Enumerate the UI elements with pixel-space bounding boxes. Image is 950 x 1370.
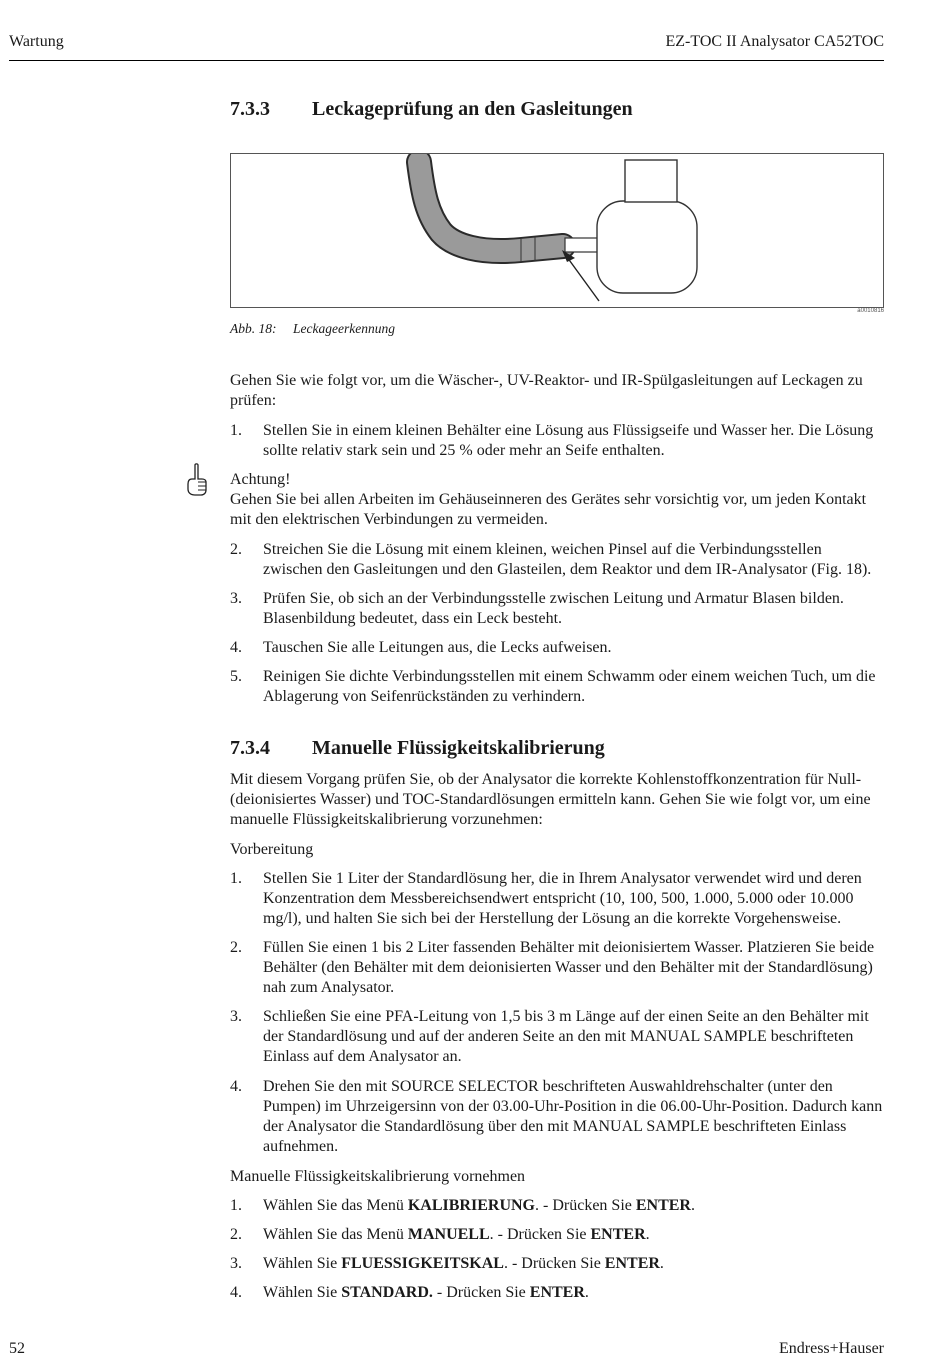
page-number: 52 <box>9 1340 25 1357</box>
list-item-text: Schließen Sie eine PFA-Leitung von 1,5 bis 3 m Länge auf der einen Seite an den Behälter mit der Standardlösung und auf der anderen Seite an den mit MANUAL SAMPLE beschrifteten Einlass auf dem Analysator an. <box>263 1008 869 1065</box>
list-item <box>230 1254 885 1274</box>
section-title: Manuelle Flüssigkeitskalibrierung <box>312 737 605 759</box>
list-item-number: 1. <box>230 1197 242 1214</box>
warning-title: Achtung! <box>230 471 291 488</box>
figure-reference-id: a0010816 <box>857 308 884 314</box>
key-name: ENTER <box>604 1255 660 1272</box>
list-item <box>230 1077 885 1157</box>
list-item <box>230 869 885 929</box>
list-item-number: 4. <box>230 639 242 656</box>
list-item-text: Prüfen Sie, ob sich an der Verbindungsstelle zwischen Leitung und Armatur Blasen bilden. Blasenbildung bedeutet, dass ein Leck besteht. <box>263 590 844 627</box>
menu-name: STANDARD. <box>341 1284 433 1301</box>
list-item-text: Stellen Sie 1 Liter der Standardlösung her, die in Ihrem Analysator verwendet wird und deren Konzentration dem Messbereichsendwert entspricht (10, 100, 500, 1.000, 5.000 oder 10.000 mg/l), und halten Sie sich bei der Herstellung der Lösung an die korrekte Vorgehensweise. <box>263 870 862 927</box>
leak-detection-figure <box>230 153 884 308</box>
section-number: 7.3.4 <box>230 737 270 759</box>
list-item <box>230 589 885 629</box>
list-item <box>230 1196 885 1216</box>
list-item-number: 4. <box>230 1078 242 1095</box>
key-name: ENTER <box>590 1226 646 1243</box>
list-item-number: 3. <box>230 1008 242 1025</box>
key-name: ENTER <box>529 1284 585 1301</box>
list-item-number: 2. <box>230 939 242 956</box>
list-item-text: Tauschen Sie alle Leitungen aus, die Lecks aufweisen. <box>263 639 612 656</box>
list-item-text: Reinigen Sie dichte Verbindungsstellen mit einem Schwamm oder einem weichen Tuch, um die Ablagerung von Seifenrückständen zu verhindern. <box>263 668 876 705</box>
footer-brand: Endress+Hauser <box>779 1340 884 1357</box>
list-item-text: Stellen Sie in einem kleinen Behälter eine Lösung aus Flüssigseife und Wasser her. Die Lösung sollte relativ stark sein und 25 % oder mehr an Seife enthalten. <box>263 422 874 459</box>
menu-name: MANUELL <box>407 1226 490 1243</box>
key-name: ENTER <box>635 1197 691 1214</box>
list-item-text: Wählen Sie das Menü MANUELL. - Drücken Sie ENTER. <box>263 1226 650 1243</box>
list-item-text: Wählen Sie STANDARD. - Drücken Sie ENTER. <box>263 1284 589 1301</box>
section-heading-7-3-3 <box>230 98 633 121</box>
list-item-number: 2. <box>230 1226 242 1243</box>
list-item <box>230 421 885 461</box>
leak-detection-illustration <box>231 154 883 307</box>
menu-name: FLUESSIGKEITSKAL <box>341 1255 504 1272</box>
list-item <box>230 540 885 580</box>
menu-name: KALIBRIERUNG <box>407 1197 535 1214</box>
list-item-number: 1. <box>230 870 242 887</box>
list-item-number: 4. <box>230 1284 242 1301</box>
list-item-number: 3. <box>230 1255 242 1272</box>
figure-caption <box>230 321 395 337</box>
section-heading-7-3-4 <box>230 737 605 760</box>
preparation-label: Vorbereitung <box>230 841 314 858</box>
list-item-text: Wählen Sie FLUESSIGKEITSKAL. - Drücken Sie ENTER. <box>263 1255 664 1272</box>
list-item-text: Füllen Sie einen 1 bis 2 Liter fassenden Behälter mit deionisiertem Wasser. Platzieren Sie beide Behälter (den Behälter mit dem deionisierten Wasser und den Behälter mit der Standardlösung) nah zum Analysator. <box>263 939 875 996</box>
list-item <box>230 1283 885 1303</box>
list-item-text: Streichen Sie die Lösung mit einem kleinen, weichen Pinsel auf die Verbindungsstellen zwischen den Gasleitungen und den Glasteilen, dem Reaktor und dem IR-Analysator (Fig. 18). <box>263 541 872 578</box>
header-rule <box>9 60 884 61</box>
list-item-number: 1. <box>230 422 242 439</box>
list-item-number: 5. <box>230 668 242 685</box>
calibration-label: Manuelle Flüssigkeitskalibrierung vornehmen <box>230 1168 526 1185</box>
list-item-text: Drehen Sie den mit SOURCE SELECTOR beschrifteten Auswahldrehschalter (unter den Pumpen) im Uhrzeigersinn von der 03.00-Uhr-Position in die 06.00-Uhr-Position. Dadurch kann der Analysator die Standardlösung über den mit MANUAL SAMPLE beschrifteten Einlass aufnehmen. <box>263 1078 883 1155</box>
figure-caption-text: Leckageerkennung <box>293 321 395 336</box>
list-item <box>230 667 885 707</box>
list-item <box>230 1007 885 1067</box>
section-number: 7.3.3 <box>230 98 270 120</box>
running-header-section: Wartung <box>9 33 64 50</box>
intro-paragraph-leak: Gehen Sie wie folgt vor, um die Wäscher-, UV-Reaktor- und IR-Spülgasleitungen auf Leckagen zu prüfen: <box>230 372 863 409</box>
running-header-title: EZ-TOC II Analysator CA52TOC <box>665 33 884 50</box>
list-item <box>230 1225 885 1245</box>
figure-caption-number: Abb. 18: <box>230 321 277 336</box>
warning-text: Gehen Sie bei allen Arbeiten im Gehäuseinneren des Gerätes sehr vorsichtig vor, um jeden Kontakt mit den elektrischen Verbindungen zu vermeiden. <box>230 491 867 528</box>
list-item <box>230 938 885 998</box>
list-item-text: Wählen Sie das Menü KALIBRIERUNG. - Drücken Sie ENTER. <box>263 1197 695 1214</box>
section-title: Leckageprüfung an den Gasleitungen <box>312 98 633 120</box>
list-item-number: 2. <box>230 541 242 558</box>
list-item <box>230 638 885 658</box>
list-item-number: 3. <box>230 590 242 607</box>
pointing-hand-icon <box>186 463 208 497</box>
intro-paragraph-calibration: Mit diesem Vorgang prüfen Sie, ob der Analysator die korrekte Kohlenstoffkonzentration für Null- (deionisiertes Wasser) und TOC-Standardlösungen ermitteln kann. Gehen Sie wie folgt vor, um eine manuelle Flüssigkeitskalibrierung vorzunehmen: <box>230 771 871 828</box>
